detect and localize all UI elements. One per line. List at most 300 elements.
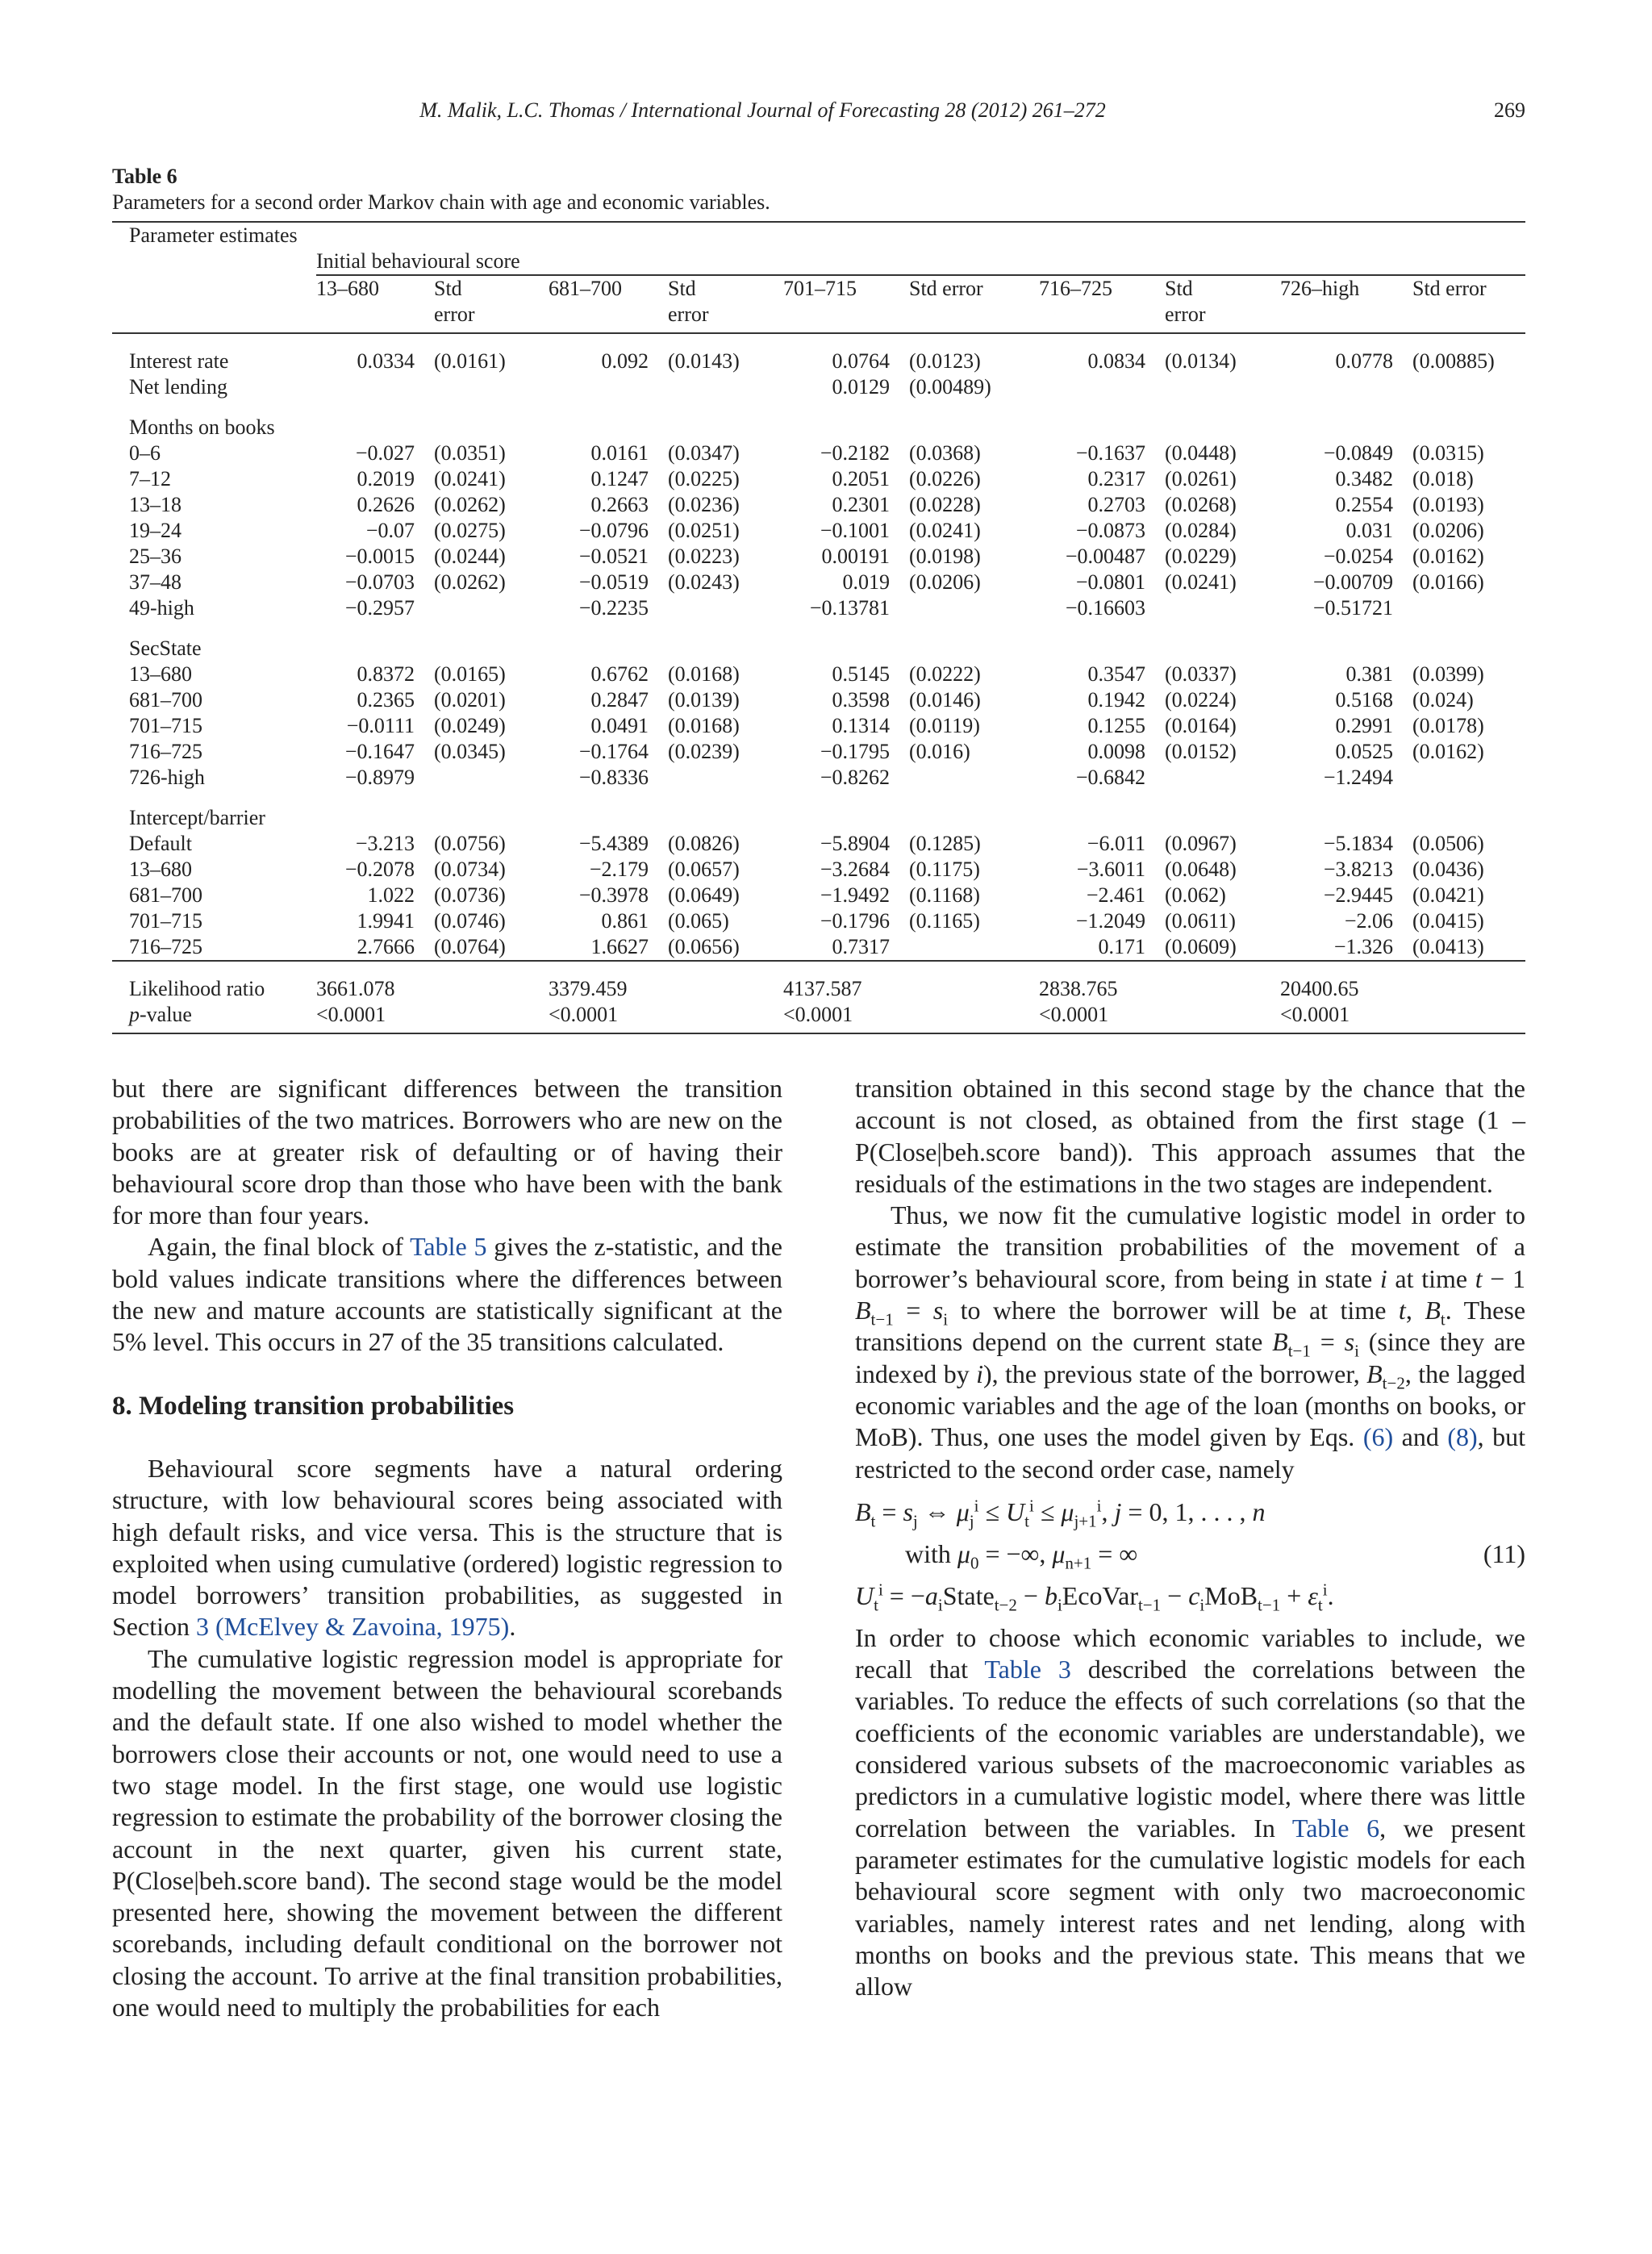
math-symbol: s — [903, 1496, 913, 1526]
text-run: − — [1016, 1580, 1045, 1610]
std-error-cell: (0.0222) — [909, 662, 981, 686]
std-error-cell: (0.0206) — [909, 570, 981, 594]
estimate-cell: −0.1001 — [820, 519, 890, 542]
table-row — [112, 518, 1525, 544]
paragraph — [855, 1622, 1525, 2003]
std-error-cell: (0.0368) — [909, 441, 981, 465]
reference-link[interactable]: 3 — [195, 1612, 209, 1642]
std-error-cell: (0.0225) — [668, 467, 740, 490]
std-error-cell: (0.0734) — [434, 858, 506, 881]
text-run: Thus, we now fit the cumulative logistic model in order to estimate the transition probabilities of the movement of a borrower’s behavioural score, from being in state — [855, 1200, 1525, 1293]
std-error-cell: (0.0249) — [434, 714, 506, 737]
table-row — [112, 440, 1525, 466]
statistic-cell: <0.0001 — [549, 1003, 619, 1026]
text-run: State — [942, 1580, 995, 1610]
std-error-cell — [434, 765, 549, 791]
std-error-cell: (0.018) — [1412, 467, 1474, 490]
reference-link[interactable]: Table 3 — [984, 1655, 1071, 1684]
estimate-cell: 0.092 — [601, 349, 649, 373]
estimate-cell: 0.1942 — [1087, 688, 1145, 712]
std-error-cell: (0.0764) — [434, 934, 549, 961]
estimate-cell: −5.1834 — [1323, 832, 1393, 855]
std-error-cell: (0.0649) — [668, 883, 740, 907]
estimate-cell — [1280, 374, 1412, 400]
page-number: 269 — [1494, 98, 1525, 122]
std-error-cell — [668, 765, 783, 791]
estimate-cell: 0.7317 — [783, 934, 909, 961]
paragraph — [855, 1073, 1525, 1200]
spanner-heading: Initial behavioural score — [316, 248, 1525, 275]
row-label: 701–715 — [129, 714, 202, 737]
std-error-cell: (0.0152) — [1165, 740, 1237, 763]
math-symbol: ε — [1308, 1580, 1318, 1610]
footer-row — [112, 1002, 1525, 1033]
reference-link[interactable]: (McElvey & Zavoina, 1975) — [215, 1612, 510, 1642]
equation-line — [905, 1538, 1138, 1573]
estimate-cell: −0.0521 — [578, 545, 649, 568]
table-row — [112, 739, 1525, 765]
column-header — [783, 275, 909, 333]
superscript: i — [1029, 1496, 1034, 1516]
table-row — [112, 831, 1525, 857]
std-error-cell: (0.0229) — [1165, 545, 1237, 568]
text-run: = — [1310, 1327, 1345, 1357]
estimate-cell: −0.13781 — [809, 596, 890, 620]
std-error-cell: (0.0134) — [1165, 349, 1237, 373]
estimate-cell: 0.2663 — [590, 493, 649, 516]
estimate-cell: 0.5168 — [1335, 688, 1393, 712]
math-symbol: a — [924, 1580, 938, 1610]
std-error-cell: (0.0146) — [909, 688, 981, 712]
table-label: Table 6 — [112, 165, 177, 188]
reference-link[interactable]: Table 6 — [1291, 1813, 1380, 1843]
column-header-line: 681–700 — [549, 277, 622, 300]
estimate-cell: −2.461 — [1086, 883, 1145, 907]
std-error-cell: (0.0413) — [1412, 934, 1525, 961]
math-symbol: t — [1398, 1296, 1406, 1325]
estimate-cell: −2.9445 — [1323, 883, 1393, 907]
std-error-cell: (0.0506) — [1412, 832, 1484, 855]
std-error-cell: (0.0609) — [1165, 934, 1280, 961]
column-header-line: error — [434, 303, 475, 326]
std-error-cell: (0.1165) — [909, 909, 980, 933]
std-error-cell: (0.0421) — [1412, 883, 1484, 907]
column-header — [668, 275, 783, 333]
std-error-cell: (0.0244) — [434, 545, 506, 568]
text-run: but there are significant differences between the transition probabilities of the two matrices. Borrowers who are new on the books are at greater risk of defaulting or of having their behavioural score drop than those who have been with the bank for more than four years. — [112, 1074, 782, 1230]
estimate-cell: −0.16603 — [1065, 596, 1145, 620]
estimate-cell: −0.0703 — [344, 570, 415, 594]
std-error-cell: (0.0448) — [1165, 441, 1237, 465]
text-run: In order to choose which economic variables to include, we recall that — [855, 1622, 1525, 1684]
std-error-cell: (0.0119) — [909, 714, 980, 737]
estimate-cell: −0.0873 — [1075, 519, 1145, 542]
math-symbol: B — [1272, 1327, 1288, 1357]
std-error-cell: (0.0262) — [434, 570, 506, 594]
row-label: 13–680 — [129, 662, 192, 686]
std-error-cell: (0.0337) — [1165, 662, 1237, 686]
text-run: . — [1327, 1580, 1334, 1610]
left-text-column — [112, 1073, 782, 2023]
row-label: Net lending — [129, 375, 228, 399]
row-label: 7–12 — [129, 467, 171, 490]
reference-link[interactable]: (6) — [1362, 1422, 1394, 1452]
estimate-cell: 0.0764 — [832, 349, 890, 373]
estimate-cell: −0.0111 — [346, 714, 415, 737]
table-row — [112, 333, 1525, 374]
statistic-cell: <0.0001 — [1039, 1003, 1109, 1026]
estimate-cell: 0.3482 — [1335, 467, 1393, 490]
estimate-cell: 0.2626 — [357, 493, 415, 516]
std-error-cell: (0.1168) — [909, 883, 980, 907]
column-header-line: Std error — [1412, 277, 1487, 300]
table-row — [112, 908, 1525, 934]
text-run: to where the borrower will be at time — [948, 1296, 1399, 1325]
std-error-cell: (0.0162) — [1412, 740, 1484, 763]
equation-block — [855, 1496, 1525, 1617]
std-error-cell: (0.0648) — [1165, 858, 1237, 881]
math-symbol: U — [855, 1580, 874, 1610]
running-header: M. Malik, L.C. Thomas / International Journal of Forecasting 28 (2012) 261–272 — [419, 98, 1106, 122]
estimate-cell — [316, 374, 434, 400]
equation-line — [855, 1580, 1334, 1615]
text-run: = − — [882, 1580, 925, 1610]
std-error-cell: (0.0166) — [1412, 570, 1484, 594]
column-header-line: Std — [668, 277, 696, 300]
row-label: 716–725 — [112, 934, 316, 961]
reference-link[interactable]: (8) — [1447, 1422, 1478, 1452]
row-label: 681–700 — [129, 688, 202, 712]
estimate-cell: 0.171 — [1039, 934, 1165, 961]
std-error-cell: (0.0143) — [668, 349, 740, 373]
row-label: 716–725 — [129, 740, 202, 763]
std-error-cell: (0.0206) — [1412, 519, 1484, 542]
std-error-cell — [1412, 595, 1525, 621]
group-title-row — [112, 621, 1525, 662]
table-caption-text: Parameters for a second order Markov chain with age and economic variables. — [112, 190, 770, 214]
statistic-cell: 3661.078 — [316, 977, 395, 1000]
math-symbol: B — [855, 1296, 871, 1325]
equation-number: (11) — [1483, 1538, 1525, 1568]
estimate-cell: 0.3547 — [1087, 662, 1145, 686]
parameter-table — [112, 221, 1525, 1034]
math-symbol: μ — [1061, 1496, 1074, 1526]
equation-line — [855, 1496, 1266, 1531]
std-error-cell: (0.0826) — [668, 832, 740, 855]
text-run: ≤ — [1033, 1496, 1062, 1526]
estimate-cell: 0.2051 — [832, 467, 890, 490]
estimate-cell: −0.00709 — [1312, 570, 1393, 594]
estimate-cell: −0.0796 — [578, 519, 649, 542]
std-error-cell: (0.0241) — [434, 467, 506, 490]
std-error-cell: (0.0436) — [1412, 858, 1484, 881]
subscript: t — [874, 1595, 878, 1615]
column-header — [1165, 275, 1280, 333]
estimate-cell: −1.2494 — [1323, 766, 1393, 789]
std-error-cell: (0.0756) — [434, 832, 506, 855]
table-row — [112, 466, 1525, 492]
estimate-cell: −0.2182 — [820, 441, 890, 465]
estimate-cell: 0.0525 — [1335, 740, 1393, 763]
estimate-cell: −0.8979 — [344, 766, 415, 789]
estimate-cell: −0.6842 — [1075, 766, 1145, 789]
estimate-cell: −0.1647 — [344, 740, 415, 763]
statistic-cell: <0.0001 — [783, 1003, 853, 1026]
section-heading — [112, 1391, 782, 1422]
reference-link[interactable]: Table 5 — [410, 1232, 487, 1262]
std-error-cell: (0.0268) — [1165, 493, 1237, 516]
column-header — [1412, 275, 1525, 333]
section-label: Parameter estimates — [129, 223, 298, 247]
row-label: 49-high — [129, 596, 194, 620]
std-error-cell: (0.0399) — [1412, 662, 1484, 686]
column-header-row — [112, 275, 1525, 333]
estimate-cell: −0.1796 — [820, 909, 890, 933]
estimate-cell: 0.2365 — [357, 688, 415, 712]
math-symbol: B — [855, 1496, 871, 1526]
text-run: − — [1161, 1580, 1189, 1610]
std-error-cell: (0.0243) — [668, 570, 740, 594]
std-error-cell — [1165, 374, 1280, 400]
subscript: j+1 — [1074, 1511, 1097, 1531]
column-header-line: error — [668, 303, 709, 326]
math-symbol: μ — [956, 1496, 970, 1526]
std-error-cell — [434, 595, 549, 621]
math-symbol: j — [1114, 1496, 1122, 1526]
math-symbol: i — [976, 1359, 983, 1388]
estimate-cell — [1039, 374, 1165, 400]
std-error-cell: (0.0284) — [1165, 519, 1237, 542]
table-row — [112, 662, 1525, 687]
text-run: The cumulative logistic regression model is appropriate for modelling the movement between the behavioural scorebands and the default state. If one also wished to model whether the borrowers close their accounts or not, one would need to use a two stage model. In the first stage, one would use logistic regression to estimate the probability of the borrower closing the account in the next quarter, given his current state, P(Close|beh.score band). The second stage would be the model presented here, showing the movement between the different scorebands, including default conditional on the borrower not closing the account. To arrive at the final transition probabilities, one would need to multiply the probabilities for each — [112, 1643, 782, 2022]
estimate-cell — [549, 374, 668, 400]
std-error-cell: (0.0223) — [668, 545, 740, 568]
estimate-cell: 0.0129 — [832, 375, 890, 399]
estimate-cell: −0.8336 — [578, 766, 649, 789]
paragraph — [112, 1453, 782, 1643]
table-row — [112, 492, 1525, 518]
math-symbol: n — [1252, 1496, 1266, 1526]
std-error-cell: (0.0656) — [668, 934, 783, 961]
row-label: 25–36 — [129, 545, 181, 568]
footer-row — [112, 961, 1525, 1002]
estimate-cell: −0.2235 — [578, 596, 649, 620]
std-error-cell: (0.00885) — [1412, 349, 1495, 373]
subscript: t−1 — [1258, 1595, 1281, 1615]
subscript: t — [870, 1511, 876, 1531]
std-error-cell: (0.0239) — [668, 740, 740, 763]
text-run: , — [1101, 1496, 1115, 1526]
math-symbol: μ — [1052, 1538, 1066, 1568]
subscript: j — [912, 1511, 918, 1531]
std-error-cell: (0.0164) — [1165, 714, 1237, 737]
text-run — [209, 1612, 215, 1641]
std-error-cell: (0.0139) — [668, 688, 740, 712]
statistic-cell: <0.0001 — [1280, 1003, 1350, 1026]
table-row — [112, 544, 1525, 570]
column-header-line: 13–680 — [316, 277, 379, 300]
column-header-line: Std — [434, 277, 462, 300]
column-header-line: Std error — [909, 277, 983, 300]
paragraph — [112, 1073, 782, 1231]
std-error-cell — [909, 765, 1039, 791]
estimate-cell: −3.2684 — [820, 858, 890, 881]
text-run: , the lagged economic variables and the age of the loan (months on books, or MoB). Thus, one uses the model given by Eqs. — [855, 1359, 1526, 1452]
text-run: + — [1280, 1580, 1308, 1610]
std-error-cell: (0.0736) — [434, 883, 506, 907]
estimate-cell: 0.2991 — [1335, 714, 1393, 737]
estimate-cell: −0.00487 — [1065, 545, 1145, 568]
row-label: Interest rate — [129, 349, 229, 373]
std-error-cell: (0.0275) — [434, 519, 506, 542]
std-error-cell: (0.024) — [1412, 688, 1474, 712]
std-error-cell: (0.0168) — [668, 714, 740, 737]
text-run: − 1 — [1482, 1263, 1526, 1293]
row-label — [112, 1002, 316, 1033]
row-label: 37–48 — [129, 570, 181, 594]
statistic-cell: 4137.587 — [783, 977, 862, 1000]
row-label: 701–715 — [129, 909, 202, 933]
table-caption — [112, 164, 1525, 215]
subscript: t — [1024, 1511, 1029, 1531]
estimate-cell: −3.213 — [355, 832, 415, 855]
std-error-cell: (0.0315) — [1412, 441, 1484, 465]
std-error-cell — [1412, 374, 1525, 400]
std-error-cell: (0.0224) — [1165, 688, 1237, 712]
statistic-cell: 2838.765 — [1039, 977, 1118, 1000]
std-error-cell — [1165, 765, 1280, 791]
table-row — [112, 595, 1525, 621]
statistic-cell: 20400.65 — [1280, 977, 1359, 1000]
superscript: i — [878, 1580, 883, 1600]
estimate-cell: −0.1795 — [820, 740, 890, 763]
subscript: i — [1199, 1595, 1205, 1615]
text-run: with — [905, 1538, 957, 1568]
italic-prefix: p — [129, 1003, 140, 1026]
estimate-cell: 0.3598 — [832, 688, 890, 712]
math-symbol: U — [1006, 1496, 1025, 1526]
estimate-cell: 0.8372 — [357, 662, 415, 686]
paragraph — [112, 1643, 782, 2024]
paragraph — [112, 1231, 782, 1358]
text-run: = −∞, — [978, 1538, 1053, 1568]
text-run: . — [509, 1612, 516, 1642]
text-run: ), the previous state of the borrower, — [982, 1359, 1367, 1388]
column-header — [316, 275, 434, 333]
estimate-cell: 0.2301 — [832, 493, 890, 516]
blank-cell — [112, 248, 316, 275]
column-header-line: Std — [1165, 277, 1193, 300]
subscript: i — [937, 1595, 943, 1615]
estimate-cell: 1.9941 — [357, 909, 415, 933]
row-label: 19–24 — [129, 519, 181, 542]
estimate-cell: 0.2554 — [1335, 493, 1393, 516]
group-title: Months on books — [129, 415, 275, 439]
group-title-row — [112, 791, 1525, 831]
subscript: t — [1440, 1309, 1446, 1329]
text-run: , we present parameter estimates for the cumulative logistic models for each behavioural score segment with only two macroeconomic variables, namely interest rates and net lending, along with months on books and the previous state. This means that we allow — [855, 1813, 1526, 2001]
estimate-cell: 0.00191 — [821, 545, 890, 568]
std-error-cell: (0.0165) — [434, 662, 506, 686]
std-error-cell: (0.0251) — [668, 519, 740, 542]
estimate-cell: −0.2957 — [344, 596, 415, 620]
group-title: SecState — [129, 637, 202, 660]
std-error-cell: (0.0262) — [434, 493, 506, 516]
superscript: i — [974, 1496, 979, 1516]
subscript: t−1 — [1287, 1341, 1311, 1361]
table-row — [112, 687, 1525, 713]
std-error-cell — [668, 374, 783, 400]
std-error-cell: (0.062) — [1165, 883, 1226, 907]
blank-cell — [112, 275, 316, 333]
text-run: = — [893, 1296, 933, 1325]
estimate-cell: −0.027 — [355, 441, 415, 465]
estimate-cell: −0.1764 — [578, 740, 649, 763]
spanner-row — [112, 248, 1525, 275]
math-symbol: B — [1366, 1359, 1383, 1388]
text-run: , but restricted to the second order case, namely — [855, 1422, 1526, 1484]
std-error-cell — [668, 595, 783, 621]
std-error-cell: (0.0611) — [1165, 909, 1236, 933]
group-title: Intercept/barrier — [129, 806, 265, 829]
std-error-cell: (0.0241) — [909, 519, 981, 542]
estimate-cell: −0.8262 — [820, 766, 890, 789]
estimate-cell: 0.2703 — [1087, 493, 1145, 516]
std-error-cell: (0.0241) — [1165, 570, 1237, 594]
estimate-cell: 1.6627 — [549, 934, 668, 961]
estimate-cell: −6.011 — [1087, 832, 1145, 855]
subscript: n+1 — [1065, 1553, 1092, 1573]
row-label: 13–680 — [129, 858, 192, 881]
std-error-cell: (0.0161) — [434, 349, 506, 373]
estimate-cell: −2.179 — [589, 858, 649, 881]
estimate-cell: 0.0161 — [590, 441, 649, 465]
text-run: = 0, 1, . . . , — [1121, 1496, 1253, 1526]
subscript: i — [1354, 1341, 1359, 1361]
std-error-cell: (0.0162) — [1412, 545, 1484, 568]
std-error-cell: (0.0746) — [434, 909, 506, 933]
math-symbol: i — [1379, 1263, 1387, 1293]
std-error-cell: (0.0198) — [909, 545, 981, 568]
estimate-cell: −0.51721 — [1312, 596, 1393, 620]
estimate-cell: 0.2019 — [357, 467, 415, 490]
estimate-cell: 1.022 — [367, 883, 415, 907]
row-label: 13–18 — [129, 493, 181, 516]
text-run: = — [875, 1496, 903, 1526]
estimate-cell: 0.381 — [1345, 662, 1393, 686]
estimate-cell: 0.2317 — [1087, 467, 1145, 490]
text-run: at time — [1387, 1263, 1475, 1293]
row-label: Default — [129, 832, 192, 855]
std-error-cell: (0.0345) — [434, 740, 506, 763]
subscript: t−2 — [994, 1595, 1017, 1615]
std-error-cell: (0.065) — [668, 909, 729, 933]
column-header-line: error — [1165, 303, 1206, 326]
table-row — [112, 765, 1525, 791]
text-run: and — [1393, 1422, 1448, 1452]
std-error-cell: (0.1175) — [909, 858, 980, 881]
text-run: 8. Modeling transition probabilities — [112, 1391, 515, 1421]
superscript: i — [1096, 1496, 1102, 1516]
std-error-cell — [909, 934, 1039, 961]
subscript: j — [969, 1511, 974, 1531]
estimate-cell: 0.0334 — [357, 349, 415, 373]
estimate-cell: −0.0254 — [1323, 545, 1393, 568]
text-run: ⇔ — [917, 1496, 957, 1526]
std-error-cell: (0.0226) — [909, 467, 981, 490]
estimate-cell: −0.0519 — [578, 570, 649, 594]
text-run: . These transitions depend on the current state — [855, 1296, 1526, 1357]
